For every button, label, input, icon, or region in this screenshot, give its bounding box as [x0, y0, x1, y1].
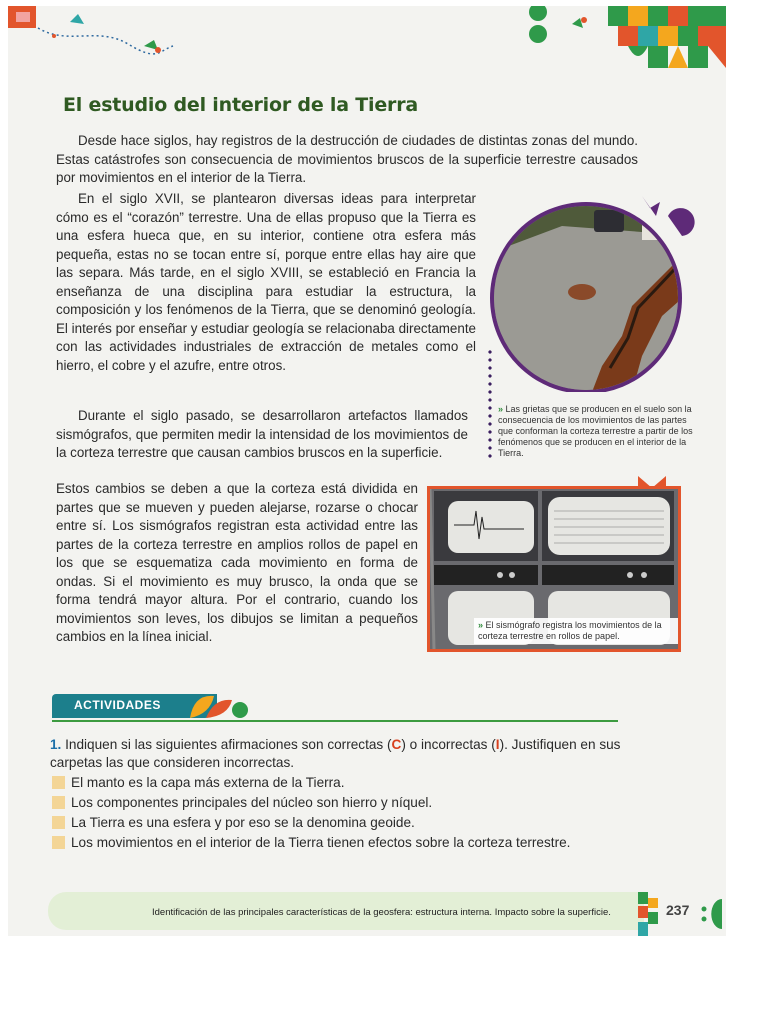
decorative-vine-top-left [8, 6, 178, 66]
answer-checkbox[interactable] [52, 836, 65, 849]
question-text-c: ). Justifiquen en sus carpetas las que consideren incorrectas. [50, 737, 621, 770]
answer-checkbox[interactable] [52, 776, 65, 789]
question-number: 1. [50, 737, 62, 752]
caption-text: Las grietas que se producen en el suelo son la consecuencia de los movimientos de las partes que conforman la corteza terrestre a partir de los fenómenos que se producen en el interior de la Tierra. [498, 404, 693, 458]
textbook-page [8, 6, 726, 936]
page-number: 237 [666, 902, 690, 918]
answer-checkbox[interactable] [52, 796, 65, 809]
statement-item [52, 812, 652, 832]
seismograph-photo-caption [474, 618, 678, 644]
footer-topic: Identificación de las principales características de la geosfera: estructura interna. Impacto sobre la superficie. [152, 907, 611, 918]
footer-color-blocks [638, 892, 662, 936]
statement-item [52, 792, 652, 812]
statement-text: Los movimientos en el interior de la Tierra tienen efectos sobre la corteza terrestre. [71, 834, 571, 850]
caption-marker: » [478, 620, 484, 630]
correct-marker: C [391, 737, 402, 752]
caption-marker: » [498, 404, 504, 414]
paragraph-seismographs-continued: Estos cambios se deben a que la corteza está dividida en partes que se mueven y pueden alejarse, rozarse o chocar entre sí. Los sismógrafos registran esta actividad entre las partes de la corteza terrestre en amplios rollos de papel en los que se esquematiza cada movimiento en forma de ondas. Si el movimiento es muy brusco, la onda que se forma tendrá mayor altura. Por el contrario, cuando los movimientos son leves, los dibujos se limitan a pequeños cambios en la línea inicial. [56, 481, 418, 644]
dotted-connector [488, 348, 492, 458]
question-text-a: Indiquen si las siguientes afirmaciones son correctas ( [61, 737, 392, 752]
question-text-b: ) o incorrectas ( [401, 737, 496, 752]
paragraph-seismographs: Durante el siglo pasado, se desarrollaron artefactos llamados sismógrafos, que permiten medir la intensidad de los movimientos de la corteza terrestre que causan cambios bruscos en la superficie. [56, 408, 468, 460]
cracked-road-photo [482, 196, 696, 392]
activities-divider [52, 720, 618, 722]
section-heading: El estudio del interior de la Tierra [63, 94, 419, 116]
activities-leaf-icon [184, 692, 254, 720]
answer-checkbox[interactable] [52, 816, 65, 829]
incorrect-marker: I [495, 737, 500, 752]
crack-photo-caption [498, 404, 698, 459]
statement-item [52, 832, 652, 852]
statement-text: La Tierra es una esfera y por eso se la denomina geoide. [71, 814, 415, 830]
statement-item [52, 772, 652, 792]
activities-label: ACTIVIDADES [74, 698, 161, 712]
paragraph-history: En el siglo XVII, se plantearon diversas ideas para interpretar cómo es el “corazón” terrestre. Una de ellas propuso que la Tierra es una esfera hueca que, en su interior, contiene otra esfera más pequeña, estas no se tocan entre sí, porque entre ellas hay aire que las separa. Más tarde, en el siglo XVIII, se estableció en Francia la enseñanza de una disciplina para estudiar la estructura, la composición y los fenómenos de la Tierra, que se denominó geología. El interés por enseñar y estudiar geología se relacionaba directamente con las actividades industriales de extracción de metales como el hierro, el cobre y el azufre, entre otros. [56, 191, 476, 373]
paragraph-intro: Desde hace siglos, hay registros de la destrucción de ciudades de distintas zonas del mundo. Estas catástrofes son consecuencia de movimientos bruscos de la superficie terrestre causados por movimientos en el interior de la Tierra. [56, 133, 638, 185]
decorative-pattern-top-right [518, 6, 726, 78]
statement-text: El manto es la capa más externa de la Tierra. [71, 774, 345, 790]
caption-text: El sismógrafo registra los movimientos de la corteza terrestre en rollos de papel. [478, 620, 662, 641]
statement-list [52, 772, 652, 852]
activity-question [50, 736, 630, 772]
footer-dots-icon [700, 899, 726, 929]
statement-text: Los componentes principales del núcleo son hierro y níquel. [71, 794, 433, 810]
